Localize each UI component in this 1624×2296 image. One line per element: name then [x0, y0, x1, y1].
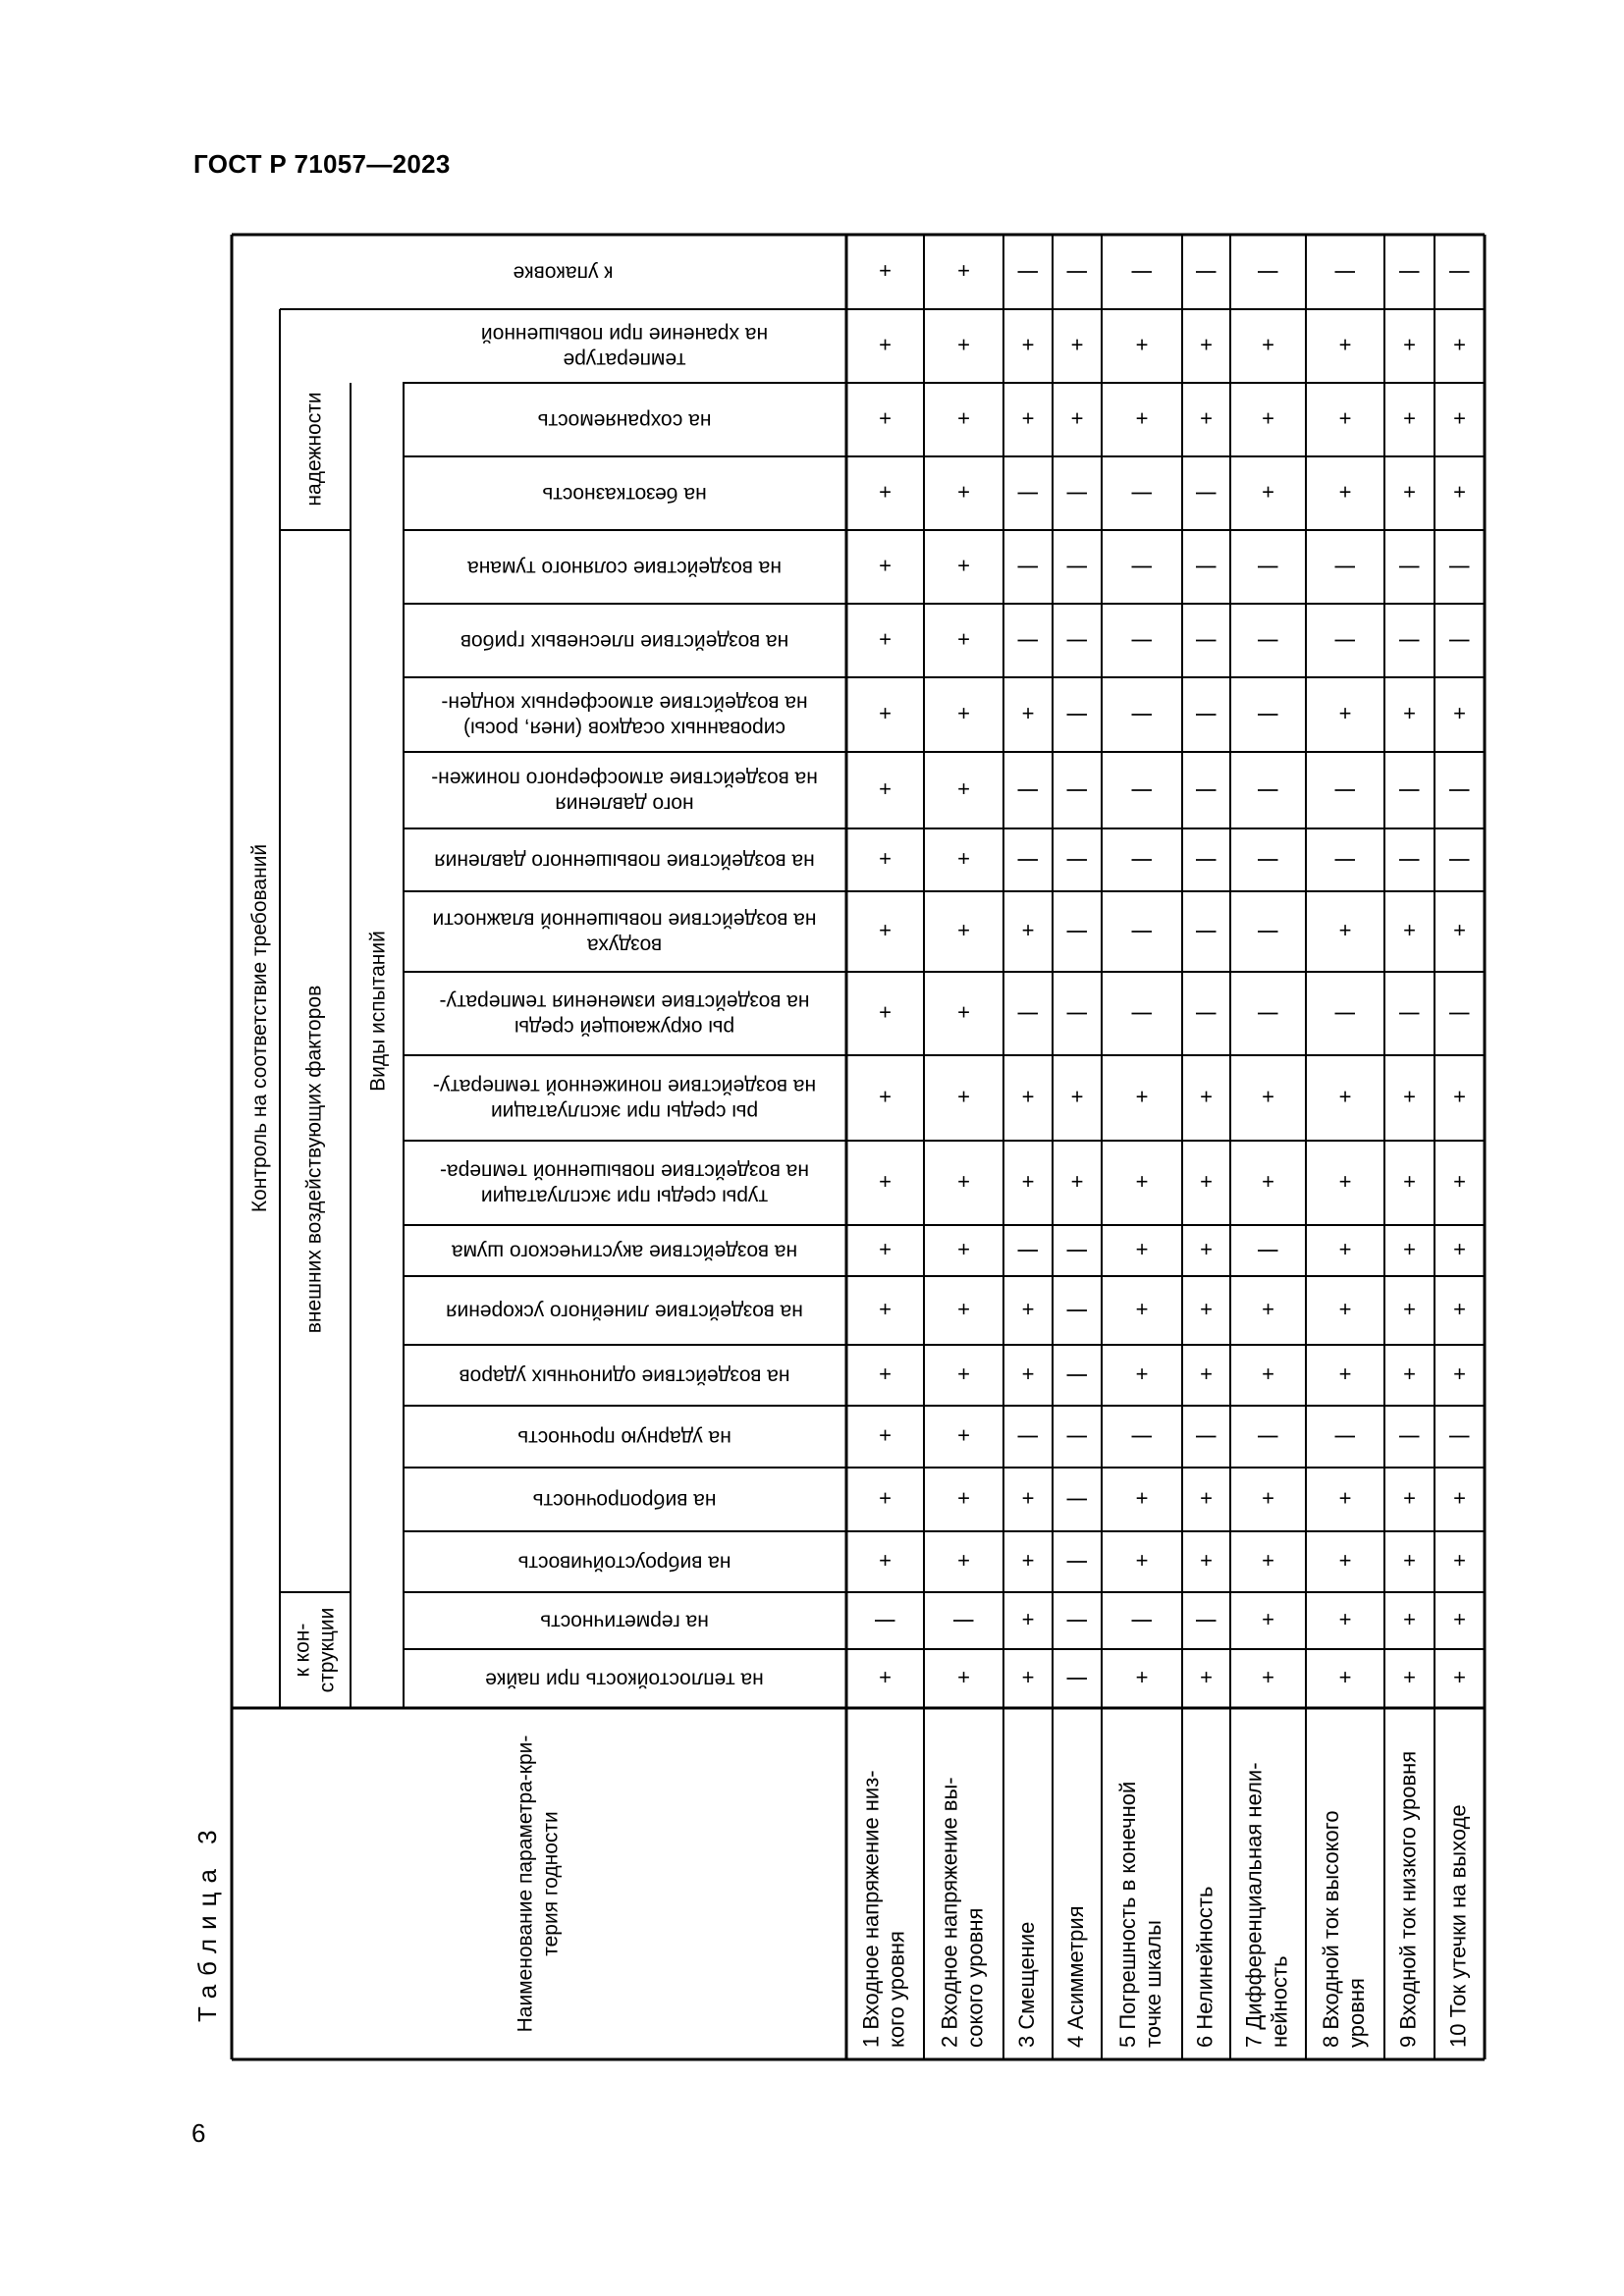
plus-mark: + — [1070, 332, 1084, 357]
dash-mark: | — [1448, 787, 1474, 793]
test-name: на теплостойкость при пайке — [485, 1668, 764, 1691]
dash-mark: | — [1066, 1433, 1092, 1440]
plus-mark: + — [1403, 1296, 1416, 1321]
plus-mark: + — [1200, 1296, 1213, 1321]
dash-mark: | — [1195, 929, 1220, 934]
plus-mark: + — [879, 1236, 892, 1261]
plus-mark: + — [1021, 917, 1035, 942]
table-caption: Таблица 3 — [192, 1821, 222, 2022]
row-name: 10 Ток утечки на выходе — [1445, 1804, 1471, 2048]
dash-mark: | — [1334, 857, 1360, 863]
reliability-header: надежности — [302, 392, 326, 507]
plus-mark: + — [1200, 1664, 1213, 1689]
dash-mark: | — [1017, 787, 1043, 793]
test-name: ры среды при эксплуатации — [490, 1099, 759, 1123]
test-name: на воздействие одиночных ударов — [459, 1364, 790, 1388]
plus-mark: + — [957, 332, 970, 357]
plus-mark: + — [1021, 405, 1035, 431]
plus-mark: + — [1262, 1485, 1274, 1511]
test-name: на воздействие повышенной влажности — [432, 908, 817, 932]
dash-mark: | — [1195, 563, 1220, 570]
dash-mark: | — [952, 1618, 978, 1624]
plus-mark: + — [1135, 405, 1149, 431]
dash-mark: | — [1017, 857, 1043, 863]
plus-mark: + — [1338, 1168, 1352, 1194]
dash-mark: | — [1195, 637, 1220, 644]
dash-mark: | — [1398, 269, 1424, 275]
dash-mark: | — [1195, 269, 1220, 275]
plus-mark: + — [879, 257, 892, 283]
plus-mark: + — [957, 257, 970, 283]
dash-mark: | — [1017, 1010, 1043, 1017]
plus-mark: + — [1021, 1084, 1035, 1109]
dash-mark: | — [1448, 1010, 1474, 1017]
plus-mark: + — [1200, 405, 1213, 431]
plus-mark: + — [1200, 1084, 1213, 1109]
plus-mark: + — [957, 1168, 970, 1194]
plus-mark: + — [1338, 917, 1352, 942]
plus-mark: + — [1338, 1547, 1352, 1573]
construction-header: к кон- — [291, 1623, 314, 1678]
plus-mark: + — [1070, 1168, 1084, 1194]
row-name: сокого уровня — [962, 1907, 988, 2048]
row-name: 9 Входной ток низкого уровня — [1395, 1750, 1421, 2048]
plus-mark: + — [957, 1422, 970, 1448]
dash-mark: | — [1131, 857, 1157, 863]
test-name: на воздействие повышенной темпера- — [440, 1159, 809, 1183]
test-name: на воздействие атмосферного понижен- — [431, 767, 818, 790]
test-name: на безотказность — [542, 482, 707, 506]
plus-mark: + — [879, 1422, 892, 1448]
plus-mark: + — [879, 775, 892, 801]
dash-mark: | — [1066, 490, 1092, 497]
plus-mark: + — [1021, 1296, 1035, 1321]
test-name: на воздействие изменения температу- — [439, 989, 810, 1013]
test-name: на воздействие акустического шума — [451, 1240, 798, 1263]
row-name: уровня — [1343, 1978, 1369, 2048]
test-name: на воздействие плесневых грибов — [460, 629, 789, 653]
plus-mark: + — [1135, 332, 1149, 357]
dash-mark: | — [1398, 637, 1424, 644]
plus-mark: + — [957, 999, 970, 1025]
dash-mark: | — [1131, 637, 1157, 644]
plus-mark: + — [1338, 332, 1352, 357]
plus-mark: + — [1338, 479, 1352, 505]
plus-mark: + — [957, 479, 970, 505]
plus-mark: + — [879, 553, 892, 578]
plus-mark: + — [1262, 1361, 1274, 1386]
plus-mark: + — [879, 405, 892, 431]
dash-mark: | — [1398, 1433, 1424, 1440]
plus-mark: + — [957, 1485, 970, 1511]
plus-mark: + — [957, 917, 970, 942]
plus-mark: + — [1262, 1664, 1274, 1689]
plus-mark: + — [1262, 1168, 1274, 1194]
plus-mark: + — [1135, 1296, 1149, 1321]
control-header: Контроль на соответствие требований — [248, 843, 272, 1213]
dash-mark: | — [1131, 269, 1157, 275]
dash-mark: | — [1195, 857, 1220, 863]
dash-mark: | — [1448, 269, 1474, 275]
plus-mark: + — [1021, 1664, 1035, 1689]
plus-mark: + — [1403, 1547, 1416, 1573]
plus-mark: + — [957, 1547, 970, 1573]
plus-mark: + — [1021, 332, 1035, 357]
plus-mark: + — [1403, 1485, 1416, 1511]
dash-mark: | — [1131, 563, 1157, 570]
test-name: на воздействие повышенного давления — [434, 849, 815, 873]
dash-mark: | — [1131, 787, 1157, 793]
plus-mark: + — [1070, 405, 1084, 431]
plus-mark: + — [1403, 479, 1416, 505]
dash-mark: | — [1066, 1010, 1092, 1017]
dash-mark: | — [1066, 1372, 1092, 1378]
dash-mark: | — [1257, 712, 1282, 718]
dash-mark: | — [1448, 857, 1474, 863]
dash-mark: | — [1066, 929, 1092, 934]
plus-mark: + — [1021, 1606, 1035, 1631]
dash-mark: | — [1017, 269, 1043, 275]
plus-mark: + — [957, 1084, 970, 1109]
plus-mark: + — [1338, 1236, 1352, 1261]
dash-mark: | — [1066, 269, 1092, 275]
plus-mark: + — [1453, 1168, 1466, 1194]
document-code: ГОСТ Р 71057—2023 — [193, 149, 451, 179]
plus-mark: + — [1135, 1236, 1149, 1261]
dash-mark: | — [1195, 787, 1220, 793]
row-name: точке шкалы — [1140, 1920, 1165, 2048]
plus-mark: + — [1338, 1361, 1352, 1386]
page-number: 6 — [191, 2118, 206, 2148]
dash-mark: | — [1334, 1010, 1360, 1017]
dash-mark: | — [1066, 1676, 1092, 1682]
plus-mark: + — [1403, 1606, 1416, 1631]
plus-mark: + — [1453, 1485, 1466, 1511]
plus-mark: + — [1338, 700, 1352, 725]
plus-mark: + — [1200, 1485, 1213, 1511]
plus-mark: + — [1403, 1361, 1416, 1386]
dash-mark: | — [1195, 490, 1220, 497]
plus-mark: + — [1453, 1361, 1466, 1386]
test-name-packaging: к упаковке — [513, 261, 614, 285]
test-name: ного давления — [555, 792, 694, 816]
plus-mark: + — [957, 1361, 970, 1386]
plus-mark: + — [879, 1296, 892, 1321]
dash-mark: | — [1398, 787, 1424, 793]
dash-mark: | — [1131, 1010, 1157, 1017]
dash-mark: | — [1131, 1618, 1157, 1624]
test-name: на виброустойчивость — [517, 1551, 731, 1575]
dash-mark: | — [1398, 857, 1424, 863]
plus-mark: + — [1453, 917, 1466, 942]
dash-mark: | — [1448, 1433, 1474, 1440]
plus-mark: + — [957, 1664, 970, 1689]
test-name: температуре — [563, 347, 686, 371]
plus-mark: + — [1021, 700, 1035, 725]
plus-mark: + — [879, 1547, 892, 1573]
plus-mark: + — [1403, 405, 1416, 431]
plus-mark: + — [957, 775, 970, 801]
test-name: туры среды при эксплуатации — [480, 1185, 769, 1208]
row-name: 6 Нелинейность — [1192, 1886, 1218, 2048]
dash-mark: | — [1257, 269, 1282, 275]
dash-mark: | — [1257, 1010, 1282, 1017]
dash-mark: | — [1017, 637, 1043, 644]
plus-mark: + — [1403, 1664, 1416, 1689]
dash-mark: | — [1257, 857, 1282, 863]
dash-mark: | — [1066, 1496, 1092, 1503]
dash-mark: | — [1066, 1248, 1092, 1254]
test-name: на герметичность — [540, 1610, 709, 1633]
dash-mark: | — [1334, 637, 1360, 644]
plus-mark: + — [1453, 1084, 1466, 1109]
plus-mark: + — [957, 626, 970, 652]
plus-mark: + — [879, 1084, 892, 1109]
plus-mark: + — [957, 845, 970, 871]
plus-mark: + — [957, 405, 970, 431]
plus-mark: + — [1262, 1296, 1274, 1321]
parameter-header: терия годности — [539, 1811, 563, 1956]
plus-mark: + — [1453, 1664, 1466, 1689]
plus-mark: + — [1135, 1084, 1149, 1109]
plus-mark: + — [1338, 1664, 1352, 1689]
test-name: сированных осадков (инея, росы) — [462, 717, 786, 740]
dash-mark: | — [1066, 563, 1092, 570]
plus-mark: + — [1453, 332, 1466, 357]
plus-mark: + — [1453, 1296, 1466, 1321]
row-name: 2 Входное напряжение вы- — [937, 1777, 962, 2048]
dash-mark: | — [1448, 637, 1474, 644]
row-name: 8 Входной ток высокого — [1318, 1810, 1343, 2048]
plus-mark: + — [1021, 1547, 1035, 1573]
test-name: на воздействие соляного тумана — [467, 556, 782, 579]
plus-mark: + — [1135, 1547, 1149, 1573]
plus-mark: + — [957, 1236, 970, 1261]
dash-mark: | — [1334, 269, 1360, 275]
construction-header: струкции — [315, 1607, 339, 1693]
plus-mark: + — [879, 1485, 892, 1511]
dash-mark: | — [1066, 1308, 1092, 1313]
plus-mark: + — [1453, 1236, 1466, 1261]
plus-mark: + — [1403, 1168, 1416, 1194]
dash-mark: | — [1195, 1618, 1220, 1624]
plus-mark: + — [1453, 479, 1466, 505]
plus-mark: + — [1200, 1361, 1213, 1386]
plus-mark: + — [1403, 700, 1416, 725]
dash-mark: | — [1066, 1559, 1092, 1565]
dash-mark: | — [1066, 857, 1092, 863]
plus-mark: + — [1070, 1084, 1084, 1109]
plus-mark: + — [1135, 1485, 1149, 1511]
plus-mark: + — [1135, 1168, 1149, 1194]
row-name: нейность — [1267, 1955, 1292, 2048]
row-name: 3 Смещение — [1013, 1921, 1039, 2048]
dash-mark: | — [1017, 563, 1043, 570]
plus-mark: + — [1135, 1664, 1149, 1689]
dash-mark: | — [1066, 1618, 1092, 1624]
dash-mark: | — [1195, 1433, 1220, 1440]
plus-mark: + — [1021, 1485, 1035, 1511]
external-factors-header: внешних воздействующих факторов — [302, 985, 326, 1334]
plus-mark: + — [1403, 332, 1416, 357]
test-name: воздуха — [586, 934, 663, 957]
plus-mark: + — [879, 1361, 892, 1386]
dash-mark: | — [1131, 929, 1157, 934]
dash-mark: | — [1131, 1433, 1157, 1440]
dash-mark: | — [1257, 637, 1282, 644]
test-name: на ударную прочность — [517, 1425, 731, 1449]
plus-mark: + — [1453, 405, 1466, 431]
plus-mark: + — [879, 1664, 892, 1689]
plus-mark: + — [1200, 1236, 1213, 1261]
test-name: на сохраняемость — [537, 408, 712, 432]
plus-mark: + — [1403, 1084, 1416, 1109]
plus-mark: + — [1262, 405, 1274, 431]
plus-mark: + — [1021, 1361, 1035, 1386]
plus-mark: + — [1453, 700, 1466, 725]
row-name: 7 Дифференциальная нели- — [1241, 1762, 1267, 2048]
dash-mark: | — [874, 1618, 899, 1624]
dash-mark: | — [1257, 929, 1282, 934]
plus-mark: + — [1200, 1168, 1213, 1194]
test-name: на воздействие пониженной температу- — [432, 1074, 817, 1097]
dash-mark: | — [1334, 787, 1360, 793]
dash-mark: | — [1017, 1248, 1043, 1254]
test-name: на вибропрочность — [532, 1488, 717, 1512]
plus-mark: + — [1262, 479, 1274, 505]
dash-mark: | — [1334, 1433, 1360, 1440]
dash-mark: | — [1017, 490, 1043, 497]
dash-mark: | — [1195, 712, 1220, 718]
plus-mark: + — [1453, 1547, 1466, 1573]
plus-mark: + — [1262, 1606, 1274, 1631]
plus-mark: + — [1200, 1547, 1213, 1573]
plus-mark: + — [1338, 1296, 1352, 1321]
plus-mark: + — [1200, 332, 1213, 357]
plus-mark: + — [879, 917, 892, 942]
plus-mark: + — [879, 626, 892, 652]
plus-mark: + — [879, 332, 892, 357]
test-name: ры окружающей среды — [514, 1015, 735, 1039]
plus-mark: + — [1135, 1361, 1149, 1386]
dash-mark: | — [1398, 563, 1424, 570]
dash-mark: | — [1066, 712, 1092, 718]
plus-mark: + — [879, 845, 892, 871]
plus-mark: + — [1262, 1547, 1274, 1573]
test-name: на воздействие линейного ускорения — [446, 1300, 803, 1323]
parameter-header: Наименование параметра-кри- — [514, 1735, 537, 2033]
plus-mark: + — [1338, 1606, 1352, 1631]
dash-mark: | — [1131, 490, 1157, 497]
dash-mark: | — [1131, 712, 1157, 718]
plus-mark: + — [1021, 1168, 1035, 1194]
test-types-header: Виды испытаний — [366, 931, 390, 1092]
row-name: 4 Асимметрия — [1062, 1905, 1088, 2048]
test-name: на хранение при повышенной — [480, 322, 769, 346]
plus-mark: + — [1262, 332, 1274, 357]
plus-mark: + — [957, 700, 970, 725]
dash-mark: | — [1017, 1433, 1043, 1440]
plus-mark: + — [879, 999, 892, 1025]
plus-mark: + — [1338, 1485, 1352, 1511]
plus-mark: + — [879, 700, 892, 725]
dash-mark: | — [1448, 563, 1474, 570]
dash-mark: | — [1398, 1010, 1424, 1017]
dash-mark: | — [1334, 563, 1360, 570]
plus-mark: + — [1403, 917, 1416, 942]
dash-mark: | — [1066, 787, 1092, 793]
dash-mark: | — [1066, 637, 1092, 644]
dash-mark: | — [1257, 787, 1282, 793]
plus-mark: + — [1338, 1084, 1352, 1109]
dash-mark: | — [1257, 563, 1282, 570]
plus-mark: + — [1453, 1606, 1466, 1631]
row-name: 1 Входное напряжение низ- — [858, 1770, 884, 2048]
plus-mark: + — [957, 1296, 970, 1321]
plus-mark: + — [957, 553, 970, 578]
row-name: 5 Погрешность в конечной — [1114, 1781, 1140, 2048]
row-name: кого уровня — [884, 1931, 909, 2048]
plus-mark: + — [879, 1168, 892, 1194]
test-name: на воздействие атмосферных конден- — [441, 691, 808, 715]
dash-mark: | — [1257, 1248, 1282, 1254]
plus-mark: + — [1403, 1236, 1416, 1261]
plus-mark: + — [1262, 1084, 1274, 1109]
dash-mark: | — [1195, 1010, 1220, 1017]
plus-mark: + — [879, 479, 892, 505]
plus-mark: + — [1338, 405, 1352, 431]
dash-mark: | — [1257, 1433, 1282, 1440]
